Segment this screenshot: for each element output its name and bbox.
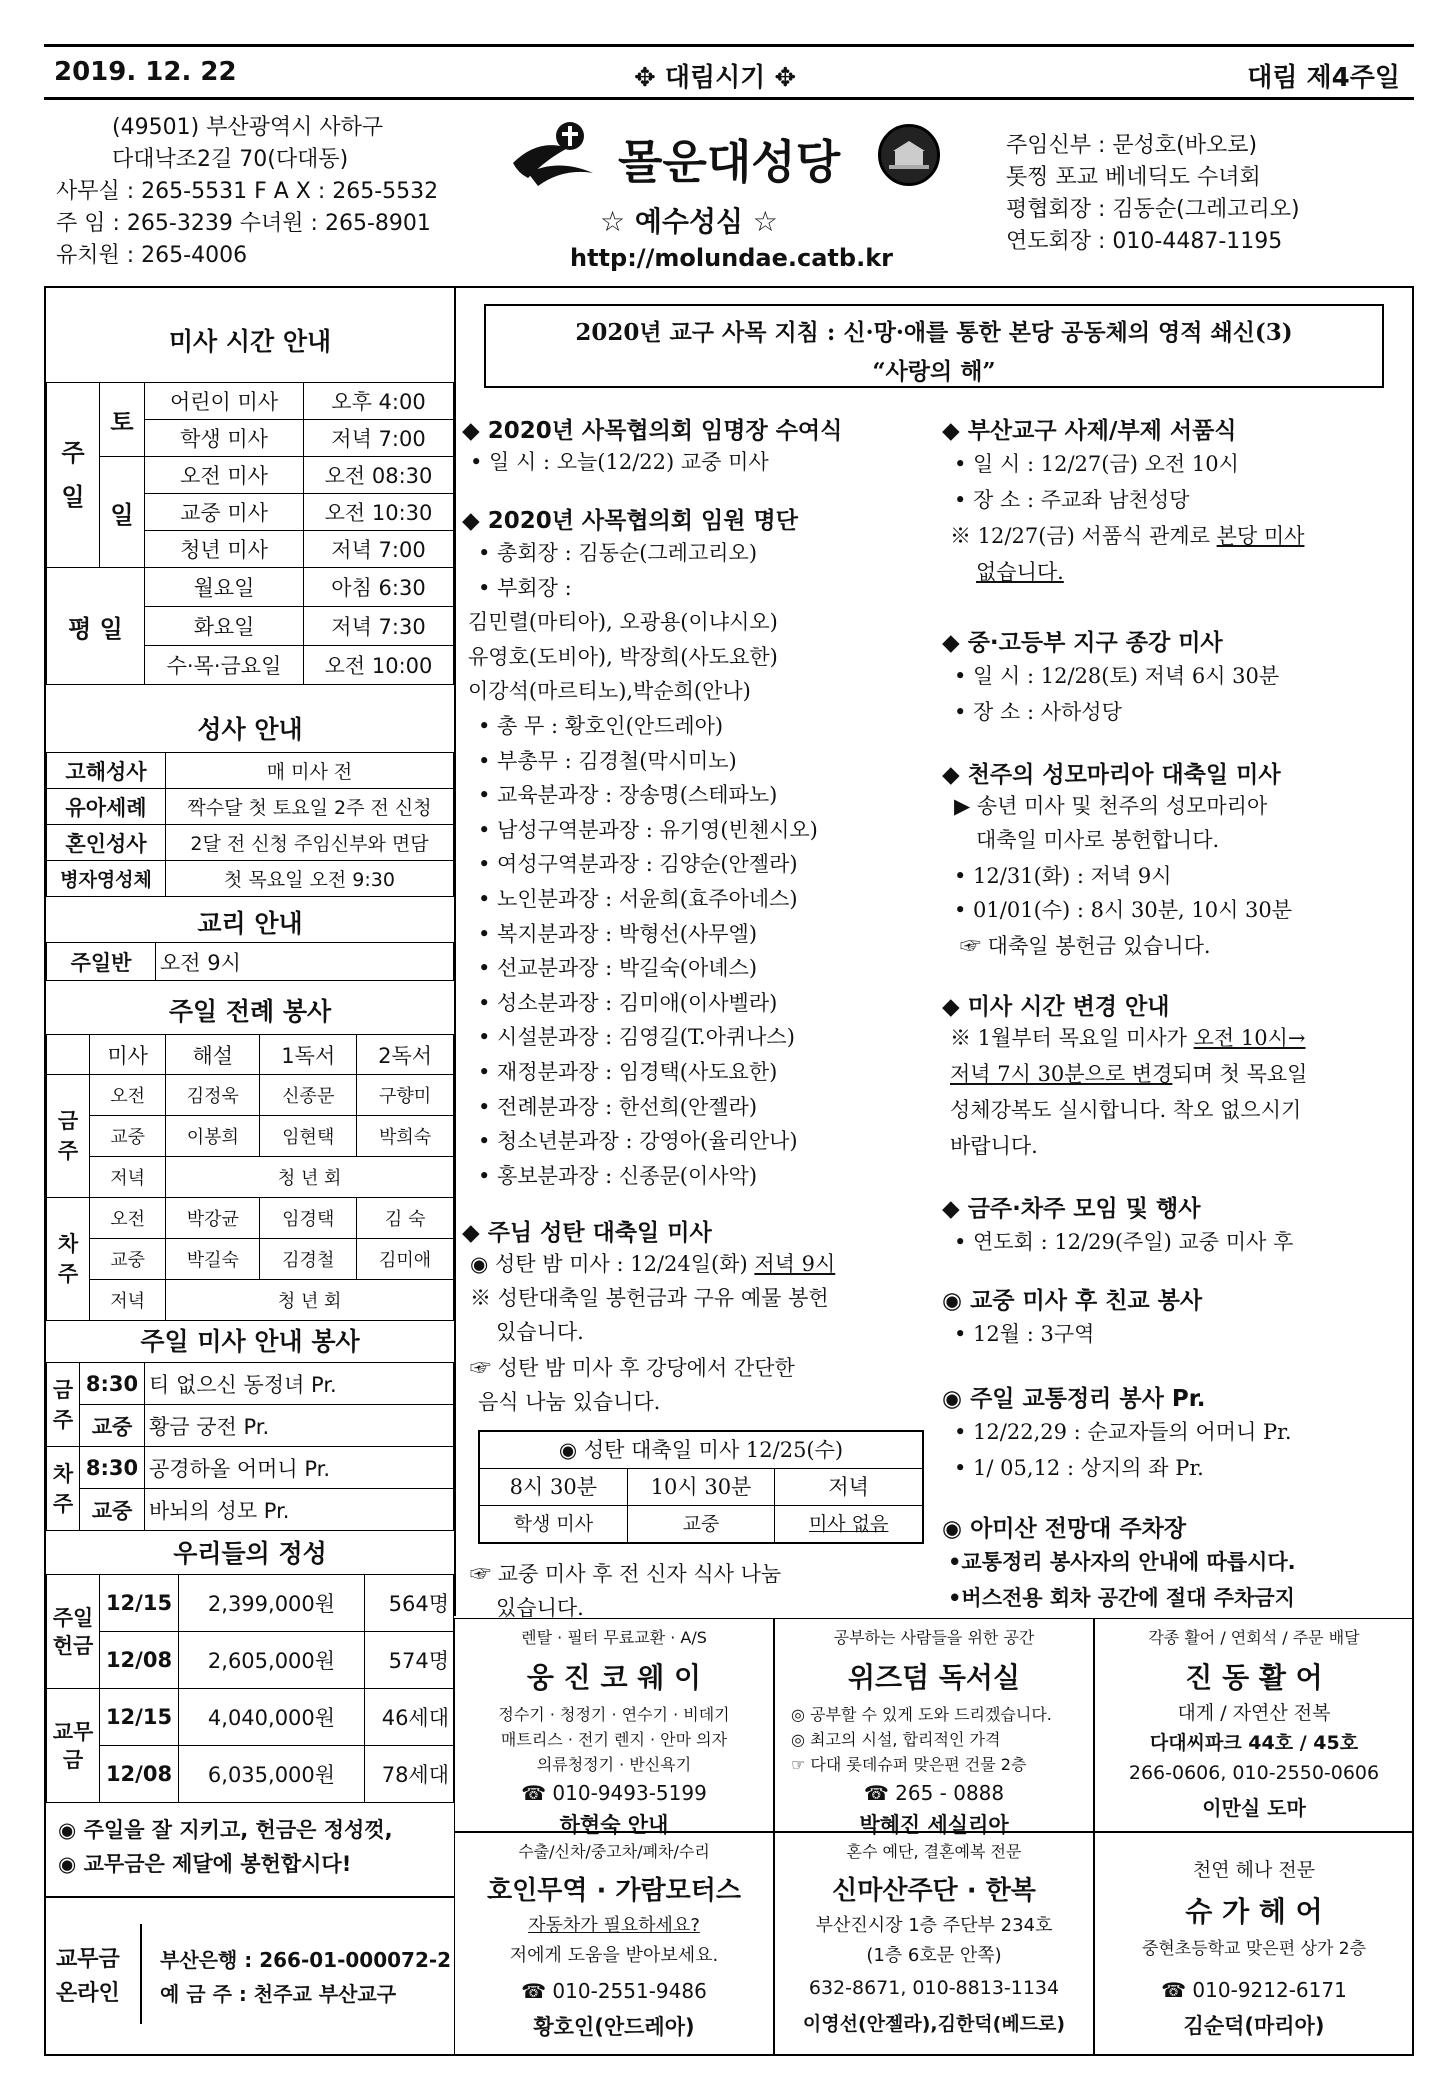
section-title: ◆ 금주·차주 모임 및 행사 [942,1196,1201,1222]
online-divider [46,1896,454,1898]
liturgy-cell: 김미애 [357,1239,454,1280]
council-member-line: • 남성구역분과장 : 유기영(빈첸시오) [478,817,818,842]
liturgy-cell: 신종문 [260,1075,357,1116]
doctrine-time: 오전 9시 [156,943,454,981]
ad-tagline: 각종 활어 / 연회석 / 주문 배달 [1148,1628,1360,1647]
ad-line: ◎ 최고의 시설, 합리적인 가격 [791,1730,1001,1749]
liturgy-cell: 박희숙 [357,1116,454,1157]
bank-account: 부산은행 : 266-01-000072-2 [160,1948,452,1972]
ad-phone: ☎ 010-9493-5199 [521,1781,707,1805]
council-member-line: • 청소년분과장 : 강영아(율리안나) [478,1129,798,1154]
liturgy-header: 미사 [90,1035,166,1075]
address-line-2: 다대낙조2길 70(다대동) [112,147,349,172]
section-line: ☞ 대축일 봉헌금 있습니다. [960,934,1211,958]
online-label-1: 교무금 [56,1947,120,1972]
banner-line-2: “사랑의 해” [872,358,996,385]
banner [484,304,1384,388]
yeondo-president: 연도회장 : 010-4487-1195 [1006,229,1283,254]
this-week-label: 금주 [47,1363,80,1447]
ad-box [774,1832,1094,2056]
section-title: ◉ 주일 교통정리 봉사 Pr. [942,1386,1206,1412]
sacrament-desc: 첫 목요일 오전 9:30 [166,861,454,897]
sisters: 톳찡 포교 베네딕도 수녀회 [1006,165,1261,190]
council-member-line: • 총회장 : 김동순(그레고리오) [478,541,758,565]
section-title: ◆ 미사 시간 변경 안내 [942,994,1170,1020]
section-title: ◆ 천주의 성모마리아 대축일 미사 [942,762,1281,788]
section-line: ※ 1월부터 목요일 미사가 오전 10시→ [950,1026,1306,1050]
liturgy-header: 해설 [166,1035,260,1075]
liturgy-cell: 임현택 [260,1116,357,1157]
liturgy-cell: 오전 [90,1075,166,1116]
sunday-offering-label: 주일헌금 [47,1575,100,1689]
liturgy-cell: 교중 [90,1239,166,1280]
ad-contact: 이영선(안젤라),김한덕(베드로) [802,2013,1066,2035]
doctrine-title: 교리 안내 [197,909,303,938]
ad-tagline: 혼수 예단, 결혼예복 전문 [846,1842,1022,1861]
ad-box [1094,1618,1414,1832]
ad-tagline: 수출/신차/중고차/폐차/수리 [518,1842,710,1861]
mass-name: 화요일 [145,607,304,646]
ad-line: 정수기 · 청정기 · 연수기 · 비데기 [498,1705,730,1724]
ad-line: 저에게 도움을 받아보세요. [509,1945,719,1966]
section-line: •버스전용 회차 공간에 절대 주차금지 [948,1586,1295,1610]
offering-note-2: ◉ 교무금은 제달에 봉헌합시다! [58,1852,352,1876]
ad-tagline: 천연 헤나 전문 [1192,1859,1316,1881]
section-title: ◉ 교중 미사 후 친교 봉사 [942,1288,1203,1314]
council-member-line: 김민렬(마티아), 오광용(이냐시오) [468,610,778,635]
section-title: ◆ 2020년 사목협의회 임원 명단 [462,508,798,534]
section-line: • 12/31(화) : 저녁 9시 [954,864,1172,888]
liturgy-cell: 구향미 [357,1075,454,1116]
offering-title: 우리들의 정성 [173,1539,327,1568]
christmas-mass: 미사 없음 [808,1513,889,1535]
mass-time: 저녁 7:30 [303,607,453,646]
council-member-line: • 부회장 : [478,575,572,600]
section-line: • 장 소 : 주교좌 남천성당 [954,488,1190,512]
top-bar [44,44,1414,100]
mass-name: 학생 미사 [145,420,304,457]
sacraments-table [46,752,454,897]
mass-times-title: 미사 시간 안내 [168,327,332,356]
council-member-line: • 선교분과장 : 박길숙(아녜스) [478,956,758,981]
guide-title: 주일 미사 안내 봉사 [140,1327,360,1356]
liturgical-week: 대림 제4주일 [1247,63,1400,93]
mass-name: 청년 미사 [145,531,304,568]
offering-count: 564명 [365,1575,454,1632]
liturgy-cell: 저녁 [90,1280,166,1321]
offering-date: 12/15 [100,1689,179,1746]
sacrament-name: 혼인성사 [47,825,166,861]
section-title: ◉ 아미산 전망대 주차장 [942,1516,1187,1542]
section-line: 음식 나눔 있습니다. [478,1390,661,1414]
residence-phone: 주 임 : 265-3239 수녀원 : 265-8901 [56,211,431,236]
christmas-mass-table [478,1430,924,1544]
offering-amount: 6,035,000원 [179,1746,365,1803]
liturgy-header: 2독서 [357,1035,454,1075]
ad-business-name: 신마산주단 · 한복 [832,1876,1036,1906]
section-line: • 일 시 : 12/27(금) 오전 10시 [954,452,1239,476]
christmas-mass: 교중 [628,1506,776,1542]
council-member-line: • 성소분과장 : 김미애(이사벨라) [478,990,778,1015]
christmas-time: 8시 30분 [480,1469,628,1505]
ad-line: 632-8671, 010-8813-1134 [808,1977,1060,1999]
sacrament-name: 고해성사 [47,753,166,789]
ad-line: 자동차가 필요하세요? [528,1915,700,1936]
church-logo-icon [508,118,608,188]
ad-tagline: 공부하는 사람들을 위한 공간 [833,1628,1035,1647]
ad-box [454,1618,774,1837]
ad-contact: 박혜진 세실리아 [859,1813,1009,1837]
sacrament-desc: 짝수달 첫 토요일 2주 전 신청 [166,789,454,825]
guide-table [46,1362,454,1531]
section-line: • 1/ 05,12 : 상지의 좌 Pr. [954,1456,1204,1480]
liturgy-cell: 청 년 회 [166,1157,454,1198]
mass-name: 어린이 미사 [145,383,304,420]
ad-business-name: 웅 진 코 웨 이 [526,1661,702,1694]
guide-mass: 8:30 [80,1447,145,1489]
ad-line: ☞ 다대 롯데슈퍼 맞은편 건물 2층 [791,1755,1027,1774]
offering-date: 12/15 [100,1575,179,1632]
liturgy-cell: 임경택 [260,1198,357,1239]
ad-line: 대게 / 자연산 전복 [1177,1702,1331,1724]
council-member-line: • 전례분과장 : 한선희(안젤라) [478,1094,758,1119]
council-president: 평협회장 : 김동순(그레고리오) [1006,197,1300,222]
liturgy-header: 1독서 [260,1035,357,1075]
this-week-label: 금주 [47,1075,90,1198]
ad-business-name: 슈 가 헤 어 [1185,1895,1323,1928]
council-member-line: • 시설분과장 : 김영길(T.아퀴나스) [478,1025,795,1050]
council-member-line: • 재정분과장 : 임경택(사도요한) [478,1059,778,1084]
banner-line-1: 2020년 교구 사목 지침 : 신·망·애를 통한 본당 공동체의 영적 쇄신(3) [575,319,1293,346]
sacrament-name: 유아세례 [47,789,166,825]
ad-line: 266-0606, 010-2550-0606 [1128,1762,1380,1784]
section-line: 바랍니다. [950,1134,1038,1158]
mass-name: 오전 미사 [145,457,304,494]
christmas-time: 10시 30분 [628,1469,776,1505]
next-week-label: 차주 [47,1198,90,1321]
online-label-2: 온라인 [56,1981,120,2006]
guide-mass: 교중 [80,1489,145,1531]
council-member-line: • 복지분과장 : 박형선(사무엘) [478,921,758,946]
sacrament-desc: 2달 전 신청 주임신부와 면담 [166,825,454,861]
mass-name: 수·목·금요일 [145,646,304,685]
doctrine-table [46,942,454,981]
account-holder: 예 금 주 : 천주교 부산교구 [160,1982,397,2006]
section-line: ☞ 교중 미사 후 전 신자 식사 나눔 [470,1562,782,1586]
motto: ☆ 예수성심 ☆ [600,205,778,238]
council-member-line: • 총 무 : 황호인(안드레아) [478,713,724,738]
mass-time: 저녁 7:00 [303,420,453,457]
section-line: ◉ 성탄 밤 미사 : 12/24일(화) 저녁 9시 [470,1252,836,1276]
ad-contact: 황호인(안드레아) [533,2015,695,2039]
section-line: • 12/22,29 : 순교자들의 어머니 Pr. [954,1420,1292,1444]
ad-business-name: 진 동 활 어 [1185,1661,1323,1694]
ad-line: 부산진시장 1층 주단부 234호 [815,1915,1053,1936]
offering-date: 12/08 [100,1746,179,1803]
liturgy-title: 주일 전례 봉사 [168,997,332,1026]
section-line: 없습니다. [976,560,1064,584]
offering-amount: 2,605,000원 [179,1632,365,1689]
section-line: • 일 시 : 오늘(12/22) 교중 미사 [470,450,769,474]
christmas-table-title: ◉ 성탄 대축일 미사 12/25(수) [480,1432,922,1469]
office-phone: 사무실 : 265-5531 F A X : 265-5532 [56,179,439,204]
ad-phone: ☎ 010-9212-6171 [1161,1978,1347,2002]
guide-mass: 8:30 [80,1363,145,1405]
sacraments-title: 성사 안내 [197,715,303,744]
weekday-label: 평 일 [47,568,145,685]
saturday-label: 토 [100,383,145,457]
ad-tagline: 렌탈 · 필터 무료교환 · A/S [521,1628,707,1647]
sunday-label: 주 일 [47,383,100,568]
offering-note-1: ◉ 주일을 잘 지키고, 헌금은 정성껏, [58,1818,393,1842]
website-link[interactable]: http://molundae.catb.kr [570,244,893,272]
mass-time: 오전 10:30 [303,494,453,531]
council-member-line: • 노인분과장 : 서윤희(효주아네스) [478,886,798,911]
sunday-day-label: 일 [100,457,145,568]
column-divider [454,286,456,1616]
ad-line: 의류청정기 · 반신욕기 [536,1755,692,1774]
section-line: 성체강복도 실시합니다. 착오 없으시기 [950,1098,1302,1122]
christmas-mass: 학생 미사 [480,1506,628,1542]
section-line: 있습니다. [496,1320,584,1344]
ad-business-name: 위즈덤 독서실 [847,1661,1021,1694]
liturgy-cell: 교중 [90,1116,166,1157]
ad-line: ◎ 공부할 수 있게 도와 드리겠습니다. [791,1705,1052,1724]
offering-count: 46세대 [365,1689,454,1746]
online-divider-v [140,1924,142,2024]
council-member-line: • 부총무 : 김경철(막시미노) [478,748,737,773]
church-building-icon [878,124,940,186]
mass-name: 교중 미사 [145,494,304,531]
section-line: ☞ 성탄 밤 미사 후 강당에서 간단한 [470,1356,795,1380]
section-line: •교통정리 봉사자의 안내에 따릅시다. [948,1550,1296,1574]
ad-contact: 하현숙 안내 [559,1813,669,1837]
section-line: 있습니다. [496,1596,584,1620]
issue-date: 2019. 12. 22 [54,57,237,87]
ad-contact: 김순덕(마리아) [1183,2014,1325,2038]
sacrament-name: 병자영성체 [47,861,166,897]
mass-time: 오전 10:00 [303,646,453,685]
offering-table [46,1574,454,1803]
mass-name: 월요일 [145,568,304,607]
christmas-time: 저녁 [828,1475,869,1499]
church-name: 몰운대성당 [618,135,841,189]
section-line: ※ 성탄대축일 봉헌금과 구유 예물 봉헌 [470,1286,829,1310]
liturgy-cell: 이봉희 [166,1116,260,1157]
section-line: ※ 12/27(금) 서품식 관계로 본당 미사 [950,524,1305,548]
section-line: • 01/01(수) : 8시 30분, 10시 30분 [954,898,1293,922]
section-line: • 일 시 : 12/28(토) 저녁 6시 30분 [954,664,1280,688]
mass-time: 아침 6:30 [303,568,453,607]
liturgy-cell: 청 년 회 [166,1280,454,1321]
guide-team: 공경하올 어머니 Pr. [145,1447,454,1489]
liturgy-cell: 김정욱 [166,1075,260,1116]
council-member-line: • 교육분과장 : 장송명(스테파노) [478,783,778,808]
guide-team: 티 없으신 동정녀 Pr. [145,1363,454,1405]
mass-time: 저녁 7:00 [303,531,453,568]
council-member-line: • 여성구역분과장 : 김양순(안젤라) [478,852,798,877]
liturgy-cell: 김경철 [260,1239,357,1280]
mass-time: 오전 08:30 [303,457,453,494]
sacrament-desc: 매 미사 전 [166,753,454,789]
section-title: ◆ 부산교구 사제/부제 서품식 [942,418,1237,444]
liturgy-cell: 박길숙 [166,1239,260,1280]
ad-box [1094,1832,1414,2056]
mass-times-table [46,382,454,685]
council-member-line: • 홍보분과장 : 신종문(이사악) [478,1163,758,1188]
ad-contact: 이만실 도마 [1202,1796,1306,1820]
section-line: 대축일 미사로 봉헌합니다. [976,828,1220,852]
kindergarten-phone: 유치원 : 265-4006 [56,243,248,268]
liturgy-table [46,1034,454,1321]
liturgical-season: ✥ 대림시기 ✥ [634,63,797,93]
ad-box [454,1832,774,2056]
ad-box [774,1618,1094,1837]
section-line: • 연도회 : 12/29(주일) 교중 미사 후 [954,1230,1294,1254]
liturgy-cell: 박강균 [166,1198,260,1239]
section-line: • 12월 : 3구역 [954,1322,1095,1346]
address-line-1: (49501) 부산광역시 사하구 [112,115,384,140]
offering-amount: 4,040,000원 [179,1689,365,1746]
ad-phone: ☎ 265 - 0888 [863,1781,1005,1805]
next-week-label: 차주 [47,1447,80,1531]
section-title: ◆ 2020년 사목협의회 임명장 수여식 [462,418,843,444]
section-line: ▶ 송년 미사 및 천주의 성모마리아 [954,794,1268,818]
doctrine-class: 주일반 [47,943,156,981]
council-members-list [468,536,818,1193]
offering-date: 12/08 [100,1632,179,1689]
guide-mass: 교중 [80,1405,145,1447]
ad-line: 중현초등학교 맞은편 상가 2층 [1141,1939,1367,1959]
ad-business-name: 호인무역 · 가람모터스 [486,1876,742,1906]
ad-line: (1층 6호문 안쪽) [866,1945,1002,1966]
ad-line: 다대씨파크 44호 / 45호 [1149,1732,1359,1754]
section-line: 저녁 7시 30분으로 변경되며 첫 목요일 [950,1062,1308,1086]
ad-phone: ☎ 010-2551-9486 [521,1979,707,2003]
council-member-line: 이강석(마르티노),박순희(안나) [468,679,751,704]
guide-team: 황금 궁전 Pr. [145,1405,454,1447]
pastor: 주임신부 : 문성호(바오로) [1006,133,1258,158]
section-title: ◆ 주님 성탄 대축일 미사 [462,1220,712,1246]
offering-amount: 2,399,000원 [179,1575,365,1632]
parish-dues-label: 교무금 [47,1689,100,1803]
mass-time: 오후 4:00 [303,383,453,420]
offering-count: 574명 [365,1632,454,1689]
offering-count: 78세대 [365,1746,454,1803]
liturgy-cell: 오전 [90,1198,166,1239]
section-line: • 장 소 : 사하성당 [954,700,1122,724]
liturgy-cell: 저녁 [90,1157,166,1198]
liturgy-cell: 김 숙 [357,1198,454,1239]
section-title: ◆ 중·고등부 지구 종강 미사 [942,630,1223,656]
council-member-line: 유영호(도비아), 박장희(사도요한) [468,644,778,669]
guide-team: 바뇌의 성모 Pr. [145,1489,454,1531]
ad-line: 매트리스 · 전기 렌지 · 안마 의자 [500,1730,728,1749]
